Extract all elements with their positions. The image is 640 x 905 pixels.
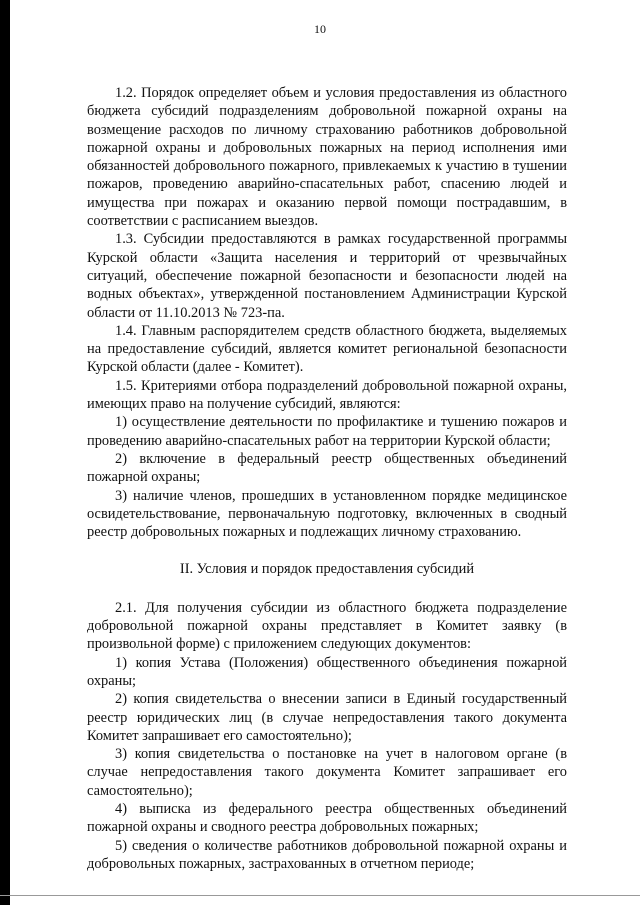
document-item-3: 3) копия свидетельства о постановке на учет в налоговом органе (в случае непредоставления такого документа Комитет запрашивает его самостоятельно); — [87, 746, 567, 799]
paragraph-1-4: 1.4. Главным распорядителем средств областного бюджета, выделяемых на предоставление субсидий, является комитет региональной безопасности Курской области (далее - Комитет). — [87, 322, 567, 376]
criterion-3: 3) наличие членов, прошедших в установленном порядке медицинское освидетельствование, первоначальную подготовку, включенных в сводный реестр добровольных пожарных и подлежащих личному страхованию. — [87, 487, 567, 541]
document-body — [87, 84, 567, 873]
page-number: 10 — [314, 22, 326, 36]
document-item-5: 5) сведения о количестве работников добровольной пожарной охраны и добровольных пожарных, застрахованных в отчетном периоде; — [87, 837, 567, 872]
section-2-heading: II. Условия и порядок предоставления субсидий — [179, 561, 475, 578]
paragraph-1-5: 1.5. Критериями отбора подразделений добровольной пожарной охраны, имеющих право на получение субсидий, являются: — [87, 377, 567, 413]
document-item-1: 1) копия Устава (Положения) общественного объединения пожарной охраны; — [87, 654, 567, 689]
document-item-2: 2) копия свидетельства о внесении записи в Единый государственный реестр юридических лиц (в случае непредоставления такого документа Комитет запрашивает его самостоятельно); — [87, 691, 567, 744]
paragraph-1-3: 1.3. Субсидии предоставляются в рамках государственной программы Курской области «Защита населения и территорий от чрезвычайных ситуаций, обеспечение пожарной безопасности и безопасности людей на водных объектах», утвержденной постановлением Администрации Курской области от 11.10.2013 № 723-па. — [87, 231, 567, 321]
document-item-4: 4) выписка из федерального реестра общественных объединений пожарной охраны и сводного реестра добровольных пожарных; — [87, 800, 567, 836]
paragraph-2-1: 2.1. Для получения субсидии из областного бюджета подразделение добровольной пожарной охраны представляет в Комитет заявку (в произвольной форме) с приложением следующих документов: — [87, 599, 567, 653]
criterion-2: 2) включение в федеральный реестр общественных объединений пожарной охраны; — [87, 450, 567, 486]
scan-edge — [0, 0, 10, 905]
criterion-1: 1) осуществление деятельности по профилактике и тушению пожаров и проведению аварийно-спасательных работ на территории Курской области; — [87, 414, 567, 449]
scan-bottom-line — [0, 895, 640, 896]
paragraph-1-2: 1.2. Порядок определяет объем и условия предоставления из областного бюджета субсидий подразделениям добровольной пожарной охраны на возмещение расходов по личному страхованию работников добровольной пожарной охраны и добровольных пожарных на период исполнения ими обязанностей добровольного пожарного, привлекаемых к участию в тушении пожаров, проведению аварийно-спасательных работ, спасению людей и имущества при пожарах и оказанию первой помощи пострадавшим, в соответствии с расписанием выездов. — [87, 85, 567, 230]
